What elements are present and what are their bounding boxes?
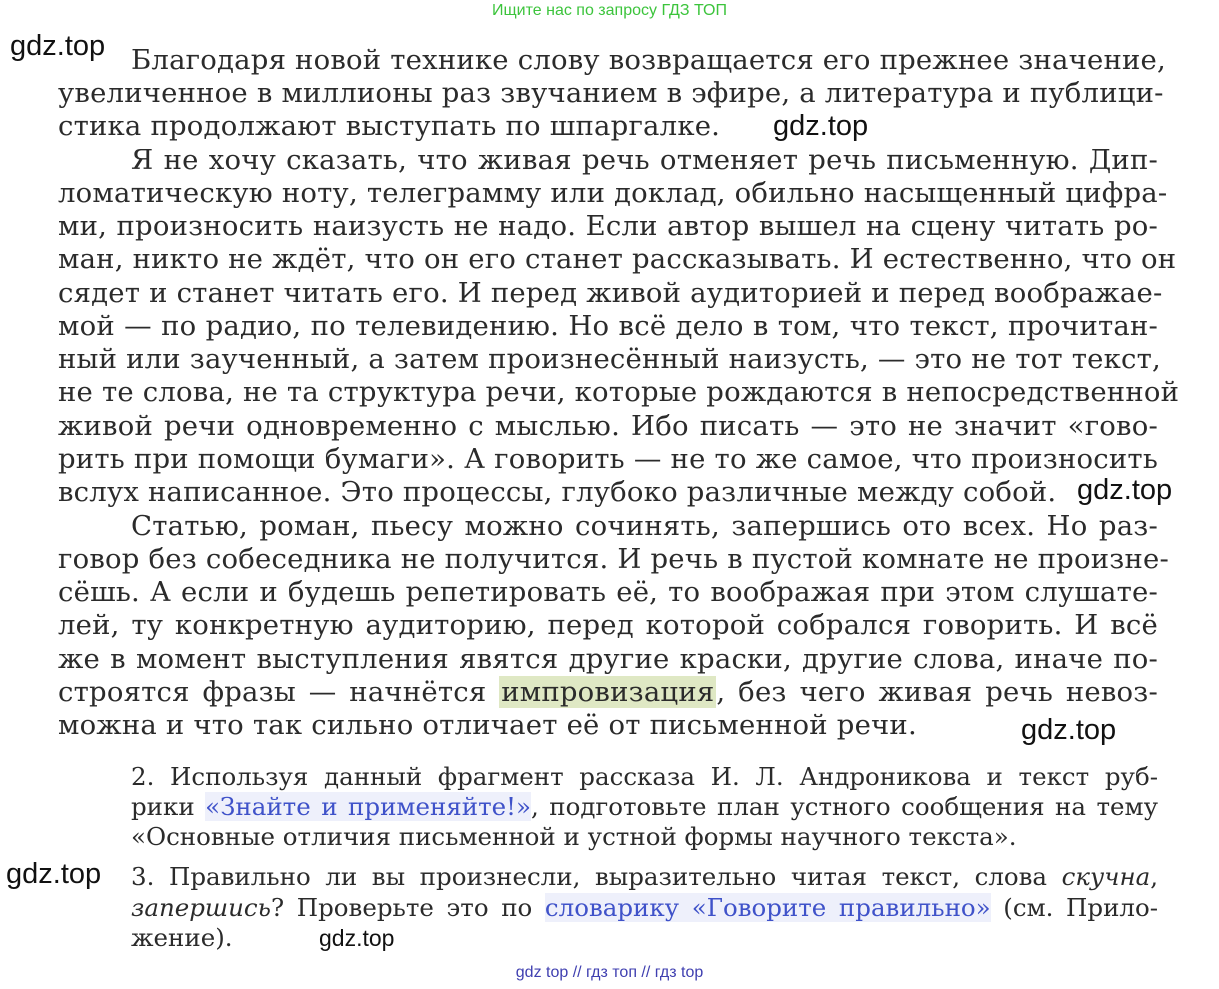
italic-word: скучна (1061, 862, 1151, 891)
section-link[interactable]: «Знайте и применяйте!» (205, 792, 531, 821)
text-fragment: рики (131, 792, 206, 821)
text-line: ный или заученный, а затем произнесённый наизусть, — это не тот текст, (58, 343, 1161, 375)
task-2-line: 2. Используя данный фрагмент рассказа И. Л. Андроникова и текст руб- (131, 762, 1158, 791)
text-line: живой речи одновременно с мыслью. Ибо писать — это не значит «гово- (58, 410, 1158, 442)
text-line: Статью, роман, пьесу можно сочинять, запершись ото всех. Но раз- (131, 510, 1158, 542)
text-fragment: строятся фразы — начнётся (58, 676, 500, 708)
highlighted-term: импровизация (501, 676, 715, 708)
text-fragment: (см. Прило- (990, 893, 1159, 922)
watermark: gdz.top (6, 858, 102, 890)
text-fragment: ? Проверьте это по (270, 893, 545, 922)
text-fragment: , (1150, 862, 1158, 891)
text-line: увеличенное в миллионы раз звучанием в эфире, а литература и публици- (58, 77, 1164, 109)
watermark: gdz.top (10, 30, 106, 62)
dictionary-link[interactable]: словарику «Говорите правильно» (544, 893, 991, 922)
text-line: сёшь. А если и будешь репетировать её, то воображая при этом слушате- (58, 576, 1158, 608)
text-line: Благодаря новой технике слову возвращается его прежнее значение, (131, 44, 1166, 76)
text-line: говор без собеседника не получится. И речь в пустой комнате не произне- (58, 543, 1169, 575)
text-line: можна и что так сильно отличает её от письменной речи. (58, 709, 917, 741)
text-line: ман, никто не ждёт, что он его станет рассказывать. И естественно, что он (58, 243, 1177, 275)
text-fragment: , подготовьте план устного сообщения на тему (530, 792, 1158, 821)
watermark: gdz.top (319, 925, 395, 951)
footer-links[interactable]: gdz top // гдз топ // гдз top (515, 964, 704, 981)
text-line: Я не хочу сказать, что живая речь отменяет речь письменную. Дип- (131, 144, 1158, 176)
text-fragment: , без чего живая речь невоз- (716, 676, 1158, 708)
text-fragment: 3. Правильно ли вы произнесли, выразительно читая текст, слова (131, 862, 1062, 891)
italic-word: запершись (131, 893, 271, 922)
text-line: мой — по радио, по телевидению. Но всё дело в том, что текст, прочитан- (58, 310, 1158, 342)
task-3-line (131, 893, 1158, 923)
watermark: gdz.top (1077, 474, 1173, 506)
text-line: рить при помощи бумаги». А говорить — не то же самое, что произносить (58, 443, 1158, 475)
text-line (58, 676, 1158, 709)
text-line: ми, произносить наизусть не надо. Если автор вышел на сцену читать ро- (58, 210, 1158, 242)
text-line: ломатическую ноту, телеграмму или доклад, обильно насыщенный цифра- (58, 177, 1168, 209)
text-line: сядет и станет читать его. И перед живой аудиторией и перед воображае- (58, 277, 1163, 309)
task-2-line (131, 792, 1158, 822)
watermark: gdz.top (1021, 714, 1117, 746)
watermark: gdz.top (773, 110, 869, 142)
text-line: же в момент выступления явятся другие краски, другие слова, иначе по- (58, 643, 1158, 675)
text-line: вслух написанное. Это процессы, глубоко различные между собой. (58, 476, 1057, 508)
text-line: стика продолжают выступать по шпаргалке. (58, 110, 721, 142)
search-hint: Ищите нас по запросу ГДЗ ТОП (492, 2, 727, 19)
text-line: не те слова, не та структура речи, которые рождаются в непосредственной (58, 376, 1180, 408)
text-line: лей, ту конкретную аудиторию, перед которой собрался говорить. И всё (58, 609, 1158, 641)
task-3-line (131, 862, 1158, 892)
task-2-line: «Основные отличия письменной и устной формы научного текста». (131, 822, 1017, 851)
task-3-line: жение). (131, 923, 233, 952)
